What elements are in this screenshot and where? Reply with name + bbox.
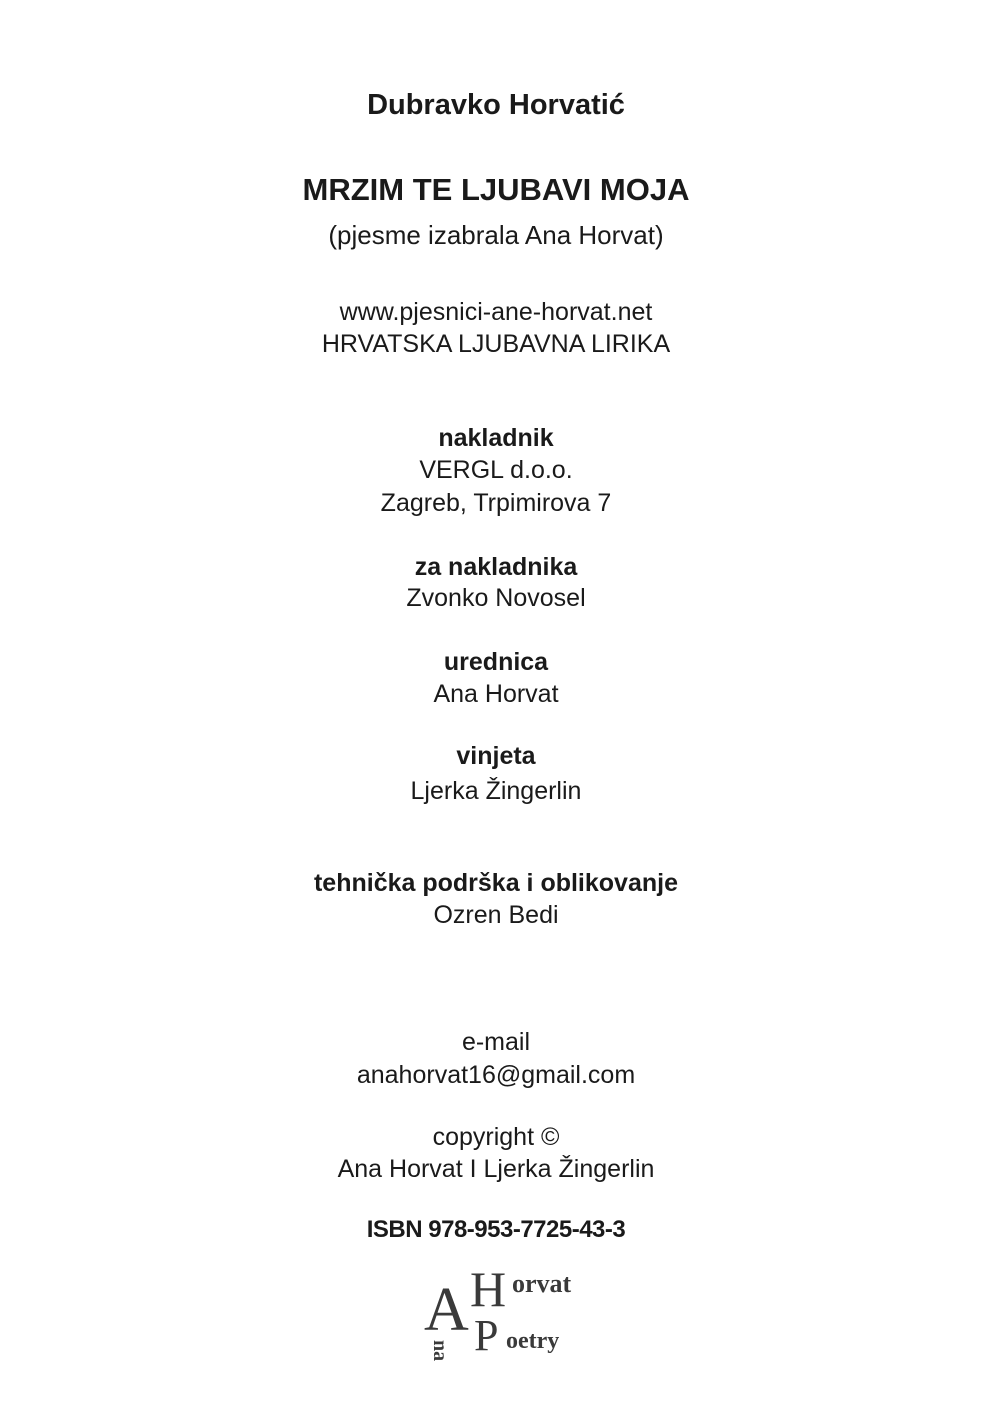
copyright-label: copyright © [432, 1123, 560, 1151]
isbn: ISBN 978-953-7725-43-3 [366, 1216, 626, 1243]
author-name: Dubravko Horvatić [367, 89, 625, 121]
logo-word-na: na [429, 1340, 451, 1362]
credit-vignette-name: Ljerka Žingerlin [410, 777, 582, 805]
series-name: HRVATSKA LJUBAVNA LIRIKA [321, 330, 671, 358]
book-subtitle: (pjesme izabrala Ana Horvat) [328, 220, 664, 250]
credit-role-publisher: nakladnik [438, 424, 554, 452]
copyright-holders: Ana Horvat I Ljerka Žingerlin [337, 1155, 655, 1183]
logo-word-oetry: oetry [506, 1328, 560, 1354]
logo-letter-h: H [470, 1262, 507, 1317]
credit-role-for-publisher: za nakladnika [414, 553, 578, 581]
credit-publisher-address: Zagreb, Trpimirova 7 [380, 489, 612, 517]
book-title: MRZIM TE LJUBAVI MOJA [302, 172, 690, 207]
credit-for-publisher-name: Zvonko Novosel [406, 584, 586, 612]
ana-horvat-poetry-logo [420, 1262, 590, 1372]
logo-word-orvat: orvat [512, 1269, 572, 1298]
credit-technical-name: Ozren Bedi [433, 901, 559, 929]
logo-letter-p: P [474, 1311, 499, 1360]
credit-publisher-name: VERGL d.o.o. [419, 456, 573, 484]
email-label: e-mail [461, 1028, 531, 1056]
credit-role-technical: tehnička podrška i oblikovanje [313, 869, 678, 897]
credit-editor-name: Ana Horvat [433, 680, 559, 708]
logo-letter-a: A [424, 1276, 469, 1344]
website: www.pjesnici-ane-horvat.net [339, 298, 653, 326]
email-address: anahorvat16@gmail.com [356, 1061, 636, 1089]
credit-role-vignette: vinjeta [456, 742, 536, 770]
credit-role-editor: urednica [443, 648, 549, 676]
